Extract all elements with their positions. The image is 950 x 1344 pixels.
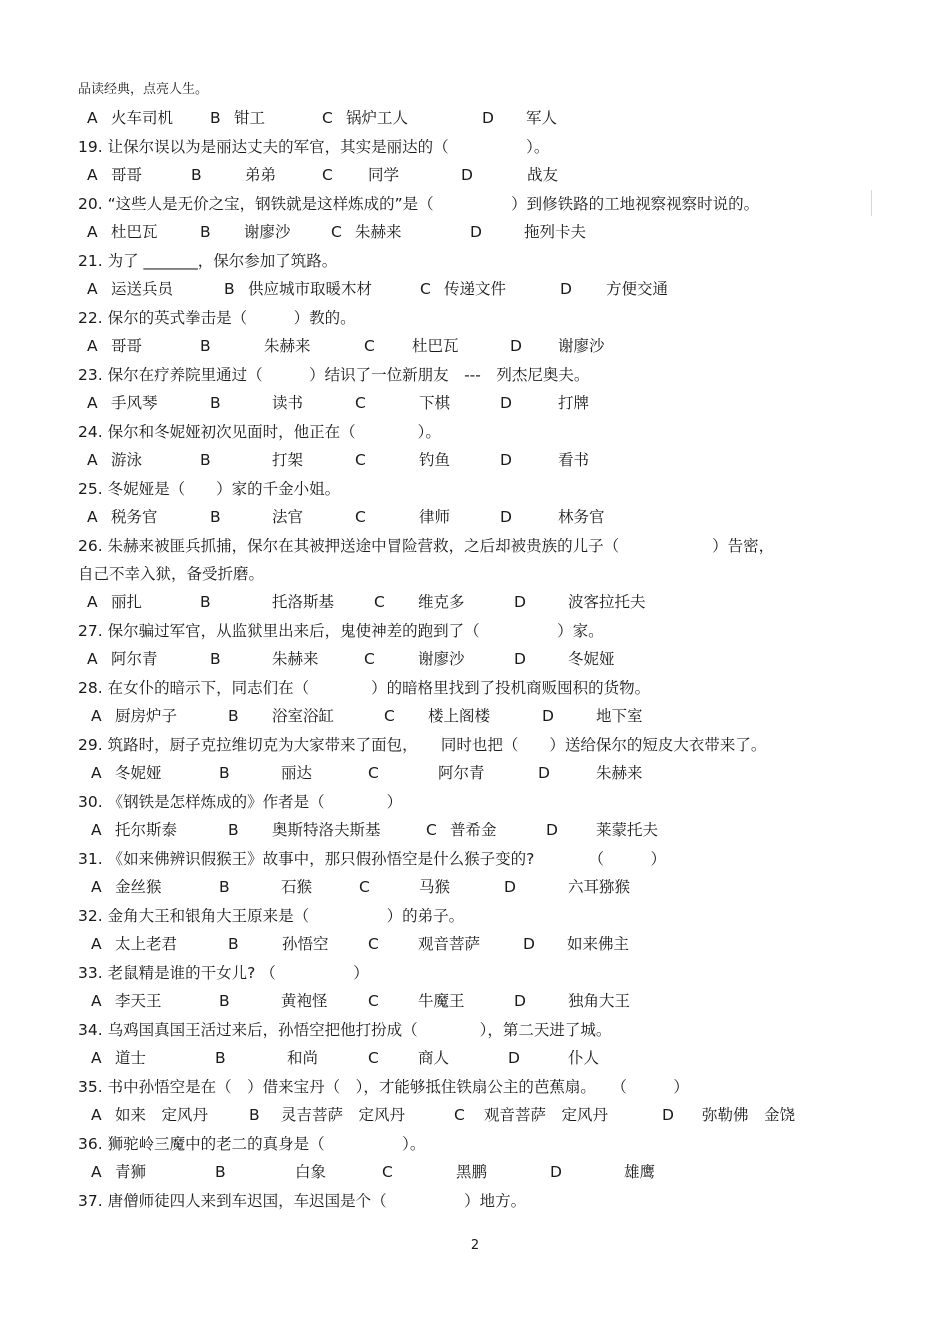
option-c: C 黑鹏 xyxy=(382,1163,488,1181)
option-b: B 灵吉菩萨 定风丹 xyxy=(249,1106,406,1124)
option-c: C 楼上阁楼 xyxy=(384,707,491,725)
option-b: B 白象 xyxy=(215,1163,327,1181)
option-c: C 杜巴瓦 xyxy=(364,337,459,355)
option-b: B 谢廖沙 xyxy=(200,223,291,241)
question-32: 32. 金角大王和银角大王原来是（ ）的弟子。 xyxy=(78,907,465,925)
question-25: 25. 冬妮娅是（ ）家的千金小姐。 xyxy=(78,480,341,498)
option-d: D 拖列卡夫 xyxy=(470,223,587,241)
question-31: 31. 《如来佛辨识假猴王》故事中，那只假孙悟空是什么猴子变的? （ ） xyxy=(78,850,667,868)
question-33: 33. 老鼠精是谁的干女儿? （ ） xyxy=(78,964,369,982)
option-c: C 普希金 xyxy=(426,821,497,839)
question-23: 23. 保尔在疗养院里通过（ ）结识了一位新朋友 --- 列杰尼奥夫。 xyxy=(78,366,590,384)
question-20: 20. “这些人是无价之宝，钢铁就是这样炼成的”是（ ）到修铁路的工地视察视察时说的。 xyxy=(78,195,760,213)
option-b: B 打架 xyxy=(200,451,304,469)
option-b: B 托洛斯基 xyxy=(200,593,335,611)
question-30: 30. 《钢铁是怎样炼成的》作者是（ ） xyxy=(78,793,403,811)
option-a: A 火车司机 xyxy=(87,109,174,127)
question-19: 19. 让保尔误以为是丽达丈夫的军官，其实是丽达的（ ）。 xyxy=(78,138,550,156)
question-34: 34. 乌鸡国真国王活过来后，孙悟空把他打扮成（ ），第二天进了城。 xyxy=(78,1021,612,1039)
option-d: D 如来佛主 xyxy=(523,935,630,953)
option-d: D 波客拉托夫 xyxy=(514,593,646,611)
option-d: D 朱赫来 xyxy=(538,764,643,782)
option-a: A 青狮 xyxy=(91,1163,147,1181)
option-b: B 黄袍怪 xyxy=(219,992,328,1010)
option-a: A 金丝猴 xyxy=(91,878,162,896)
option-d: D 冬妮娅 xyxy=(514,650,615,668)
option-a: A 李天王 xyxy=(91,992,162,1010)
option-d: D 打牌 xyxy=(500,394,590,412)
option-b: B 浴室浴缸 xyxy=(228,707,335,725)
option-c: C 维克多 xyxy=(374,593,465,611)
option-d: D 雄鹰 xyxy=(550,1163,656,1181)
option-a: A 税务官 xyxy=(87,508,158,526)
question-37: 37. 唐僧师徒四人来到车迟国，车迟国是个（ ）地方。 xyxy=(78,1192,527,1210)
option-c: C 锅炉工人 xyxy=(322,109,409,127)
question-29: 29. 筑路时，厨子克拉维切克为大家带来了面包， 同时也把（ ）送给保尔的短皮大衣带来了。 xyxy=(78,736,767,754)
option-a: A 游泳 xyxy=(87,451,143,469)
option-b: B 石猴 xyxy=(219,878,313,896)
option-a: A 丽扎 xyxy=(87,593,143,611)
question-26: 26. 朱赫来被匪兵抓捕，保尔在其被押送途中冒险营救，之后却被贵族的儿子（ ）告密， xyxy=(78,537,775,555)
question-36: 36. 狮驼岭三魔中的老二的真身是（ ）。 xyxy=(78,1135,426,1153)
question-21: 21. 为了 _______，保尔参加了筑路。 xyxy=(78,252,338,270)
page-number: 2 xyxy=(470,1238,480,1253)
option-a: A 冬妮娅 xyxy=(91,764,162,782)
option-d: D 仆人 xyxy=(508,1049,600,1067)
option-b: B 读书 xyxy=(210,394,304,412)
option-a: A 阿尔青 xyxy=(87,650,158,668)
option-d: D 独角大王 xyxy=(514,992,631,1010)
option-a: A 太上老君 xyxy=(91,935,178,953)
option-d: D 弥勒佛 金饶 xyxy=(662,1106,796,1124)
option-b: B 奥斯特洛夫斯基 xyxy=(228,821,381,839)
option-a: A 哥哥 xyxy=(87,166,143,184)
option-c: C 钓鱼 xyxy=(355,451,451,469)
page-header: 品读经典，点亮人生。 xyxy=(78,82,209,97)
option-d: D 军人 xyxy=(482,109,558,127)
option-c: C 同学 xyxy=(322,166,400,184)
option-b: B 丽达 xyxy=(219,764,313,782)
option-b: B 和尚 xyxy=(215,1049,319,1067)
option-c: C 观音菩萨 定风丹 xyxy=(454,1106,609,1124)
option-b: B 弟弟 xyxy=(191,166,277,184)
option-d: D 六耳猕猴 xyxy=(504,878,631,896)
option-d: D 谢廖沙 xyxy=(510,337,605,355)
option-c: C 商人 xyxy=(368,1049,450,1067)
option-a: A 运送兵员 xyxy=(87,280,174,298)
option-c: C 马猴 xyxy=(359,878,451,896)
question-35: 35. 书中孙悟空是在（ ）借来宝丹（ ），才能够抵住铁扇公主的芭蕉扇。 （ ） xyxy=(78,1078,689,1096)
option-c: C 下棋 xyxy=(355,394,451,412)
option-c: C 朱赫来 xyxy=(331,223,402,241)
question-26-continued: 自己不幸入狱，备受折磨。 xyxy=(78,565,265,583)
question-24: 24. 保尔和冬妮娅初次见面时，他正在（ ）。 xyxy=(78,423,441,441)
option-b: B 孙悟空 xyxy=(228,935,329,953)
option-c: C 传递文件 xyxy=(420,280,507,298)
option-c: C 律师 xyxy=(355,508,451,526)
option-a: A 杜巴瓦 xyxy=(87,223,158,241)
option-a: A 厨房炉子 xyxy=(91,707,178,725)
option-b: B 供应城市取暖木材 xyxy=(224,280,373,298)
option-b: B 朱赫来 xyxy=(200,337,311,355)
option-d: D 方便交通 xyxy=(560,280,669,298)
question-22: 22. 保尔的英式拳击是（ ）教的。 xyxy=(78,309,356,327)
option-b: B 钳工 xyxy=(210,109,266,127)
option-d: D 战友 xyxy=(461,166,559,184)
question-27: 27. 保尔骗过军官，从监狱里出来后，鬼使神差的跑到了（ ）家。 xyxy=(78,622,604,640)
option-d: D 看书 xyxy=(500,451,590,469)
option-a: A 哥哥 xyxy=(87,337,143,355)
option-d: D 地下室 xyxy=(542,707,643,725)
option-a: A 道士 xyxy=(91,1049,147,1067)
option-c: C 牛魔王 xyxy=(368,992,465,1010)
option-d: D 莱蒙托夫 xyxy=(546,821,659,839)
option-d: D 林务官 xyxy=(500,508,605,526)
question-28: 28. 在女仆的暗示下，同志们在（ ）的暗格里找到了投机商贩囤积的货物。 xyxy=(78,679,651,697)
option-b: B 法官 xyxy=(210,508,304,526)
option-c: C 观音菩萨 xyxy=(368,935,481,953)
option-b: B 朱赫来 xyxy=(210,650,319,668)
margin-mark xyxy=(871,190,872,216)
option-a: A 托尔斯泰 xyxy=(91,821,178,839)
option-a: A 如来 定风丹 xyxy=(91,1106,209,1124)
option-c: C 谢廖沙 xyxy=(364,650,465,668)
option-c: C 阿尔青 xyxy=(368,764,485,782)
option-a: A 手风琴 xyxy=(87,394,158,412)
